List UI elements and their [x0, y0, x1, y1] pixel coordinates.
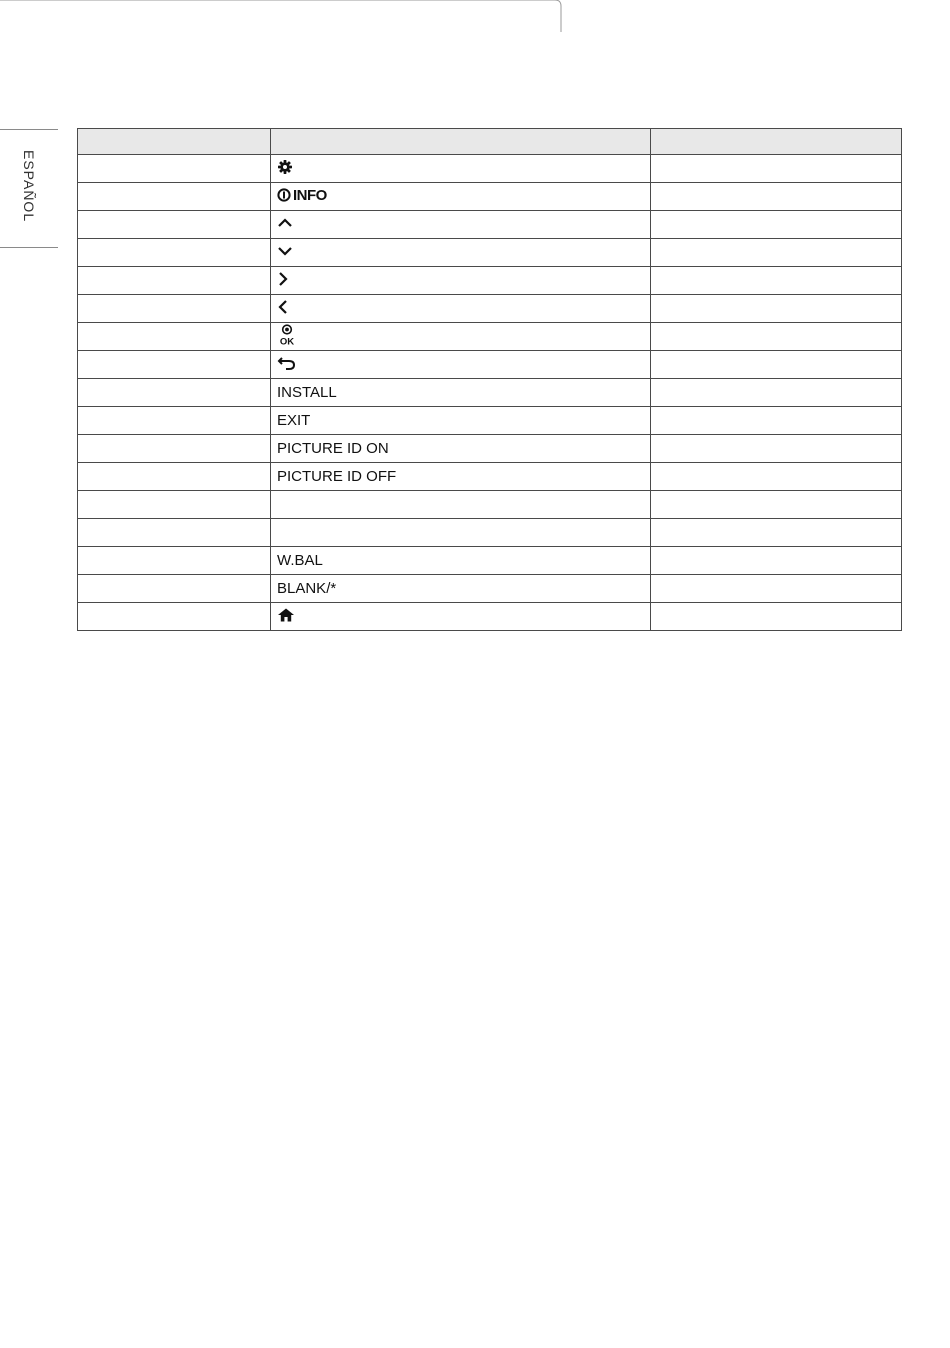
remote-key — [277, 159, 295, 175]
function-cell — [78, 519, 271, 547]
remote-key-label: W.BAL — [277, 552, 323, 569]
remote-key — [277, 217, 295, 229]
description-cell — [651, 519, 902, 547]
description-cell — [651, 379, 902, 407]
table-row — [78, 407, 902, 435]
chevron-down-icon — [277, 245, 293, 257]
remote-key-label: PICTURE ID OFF — [277, 468, 397, 485]
table-row — [78, 463, 902, 491]
function-cell — [78, 407, 271, 435]
table-row — [78, 575, 902, 603]
function-cell — [78, 491, 271, 519]
description-cell — [651, 435, 902, 463]
top-rule-line — [0, 0, 950, 32]
remote-key — [277, 245, 295, 257]
chevron-right-icon — [277, 271, 289, 287]
description-cell — [651, 603, 902, 631]
remote-key — [277, 468, 396, 485]
remote-key-cell — [271, 323, 651, 351]
table-header-cell — [651, 129, 902, 155]
function-cell — [78, 435, 271, 463]
table-row — [78, 155, 902, 183]
remote-key — [277, 440, 389, 457]
language-label: ESPAÑOL — [21, 150, 37, 223]
remote-key — [277, 355, 299, 371]
remote-key-cell — [271, 547, 651, 575]
table-row — [78, 519, 902, 547]
function-cell — [78, 379, 271, 407]
function-cell — [78, 603, 271, 631]
remote-key-cell — [271, 463, 651, 491]
chevron-left-icon — [277, 299, 289, 315]
remote-key-label: INSTALL — [277, 384, 337, 401]
remote-key — [277, 580, 336, 597]
info-icon — [277, 188, 291, 202]
remote-key-cell — [271, 239, 651, 267]
description-cell — [651, 491, 902, 519]
table-row — [78, 211, 902, 239]
table-row — [78, 379, 902, 407]
function-cell — [78, 267, 271, 295]
remote-key — [277, 271, 291, 287]
remote-key — [277, 384, 337, 401]
remote-key-table — [77, 128, 902, 631]
description-cell — [651, 463, 902, 491]
remote-key-label: EXIT — [277, 412, 311, 429]
table-row — [78, 547, 902, 575]
description-cell — [651, 267, 902, 295]
remote-key-label: PICTURE ID ON — [277, 440, 389, 457]
back-arrow-icon — [277, 355, 297, 371]
table-header-row — [78, 129, 902, 155]
table-row — [78, 239, 902, 267]
language-side-tab — [0, 129, 58, 248]
function-cell — [78, 183, 271, 211]
remote-key-cell — [271, 491, 651, 519]
function-cell — [78, 547, 271, 575]
remote-key-cell — [271, 603, 651, 631]
description-cell — [651, 575, 902, 603]
description-cell — [651, 295, 902, 323]
remote-key — [277, 552, 323, 569]
description-cell — [651, 183, 902, 211]
remote-key-cell — [271, 155, 651, 183]
remote-key-cell — [271, 407, 651, 435]
remote-key — [277, 607, 297, 623]
remote-key-cell — [271, 295, 651, 323]
remote-key — [277, 412, 310, 429]
gear-icon — [277, 159, 293, 175]
function-cell — [78, 155, 271, 183]
svg-text:OK: OK — [279, 336, 295, 346]
function-cell — [78, 351, 271, 379]
remote-key-cell — [271, 211, 651, 239]
remote-key-label: BLANK/* — [277, 580, 337, 597]
remote-key-cell — [271, 351, 651, 379]
remote-key-label: INFO — [293, 186, 327, 204]
home-icon — [277, 607, 295, 623]
remote-key-cell — [271, 379, 651, 407]
table-header-cell — [271, 129, 651, 155]
remote-key-cell — [271, 435, 651, 463]
table-row — [78, 267, 902, 295]
description-cell — [651, 155, 902, 183]
table-row — [78, 603, 902, 631]
remote-key — [277, 187, 327, 204]
chevron-up-icon — [277, 217, 293, 229]
function-cell — [78, 295, 271, 323]
remote-key — [277, 299, 291, 315]
description-cell — [651, 351, 902, 379]
table-header-cell — [78, 129, 271, 155]
table-row — [78, 491, 902, 519]
remote-key-cell — [271, 267, 651, 295]
function-cell — [78, 463, 271, 491]
table-row — [78, 295, 902, 323]
table-row — [78, 183, 902, 211]
function-cell — [78, 239, 271, 267]
description-cell — [651, 239, 902, 267]
function-cell — [78, 323, 271, 351]
function-cell — [78, 575, 271, 603]
table-row — [78, 435, 902, 463]
remote-key-cell — [271, 575, 651, 603]
ok-button-icon — [277, 324, 297, 346]
remote-key — [277, 324, 299, 346]
table-row — [78, 351, 902, 379]
description-cell — [651, 323, 902, 351]
description-cell — [651, 211, 902, 239]
function-cell — [78, 211, 271, 239]
remote-key-cell — [271, 183, 651, 211]
table-row — [78, 323, 902, 351]
description-cell — [651, 547, 902, 575]
remote-key-cell — [271, 519, 651, 547]
description-cell — [651, 407, 902, 435]
